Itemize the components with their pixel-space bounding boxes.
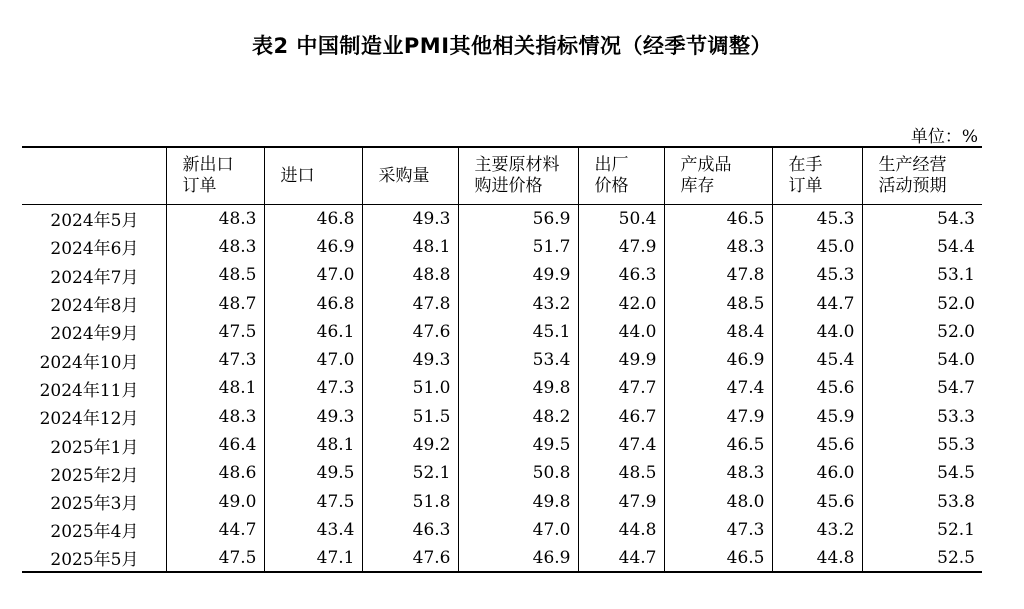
column-header	[362, 147, 458, 205]
table-cell: 46.1	[264, 318, 362, 346]
table-cell: 47.5	[166, 544, 264, 572]
table-cell: 48.3	[166, 403, 264, 431]
table-cell: 46.3	[578, 261, 664, 289]
table-cell: 46.0	[772, 459, 862, 487]
table-cell: 44.8	[578, 516, 664, 544]
table-cell: 47.9	[664, 403, 772, 431]
table-cell: 45.6	[772, 374, 862, 402]
table-cell: 46.9	[664, 346, 772, 374]
table-cell: 49.3	[264, 403, 362, 431]
table-cell: 49.3	[362, 205, 458, 233]
table-cell: 44.7	[166, 516, 264, 544]
table-cell: 45.9	[772, 403, 862, 431]
column-header-line1: 出厂	[594, 155, 629, 175]
table-cell: 49.9	[458, 261, 578, 289]
row-period-label: 2024年11月	[39, 380, 139, 401]
table-row	[22, 544, 982, 572]
row-period-label: 2025年1月	[50, 437, 139, 458]
table-cell: 53.3	[862, 403, 982, 431]
table-cell: 48.5	[166, 261, 264, 289]
column-header	[862, 147, 982, 205]
table-cell: 47.6	[362, 318, 458, 346]
table-cell: 53.4	[458, 346, 578, 374]
table-cell: 48.0	[664, 487, 772, 515]
table-cell: 47.5	[264, 487, 362, 515]
row-period-label: 2024年6月	[50, 239, 139, 260]
table-cell: 44.7	[772, 289, 862, 317]
table-cell: 50.4	[578, 205, 664, 233]
table-cell: 45.0	[772, 233, 862, 261]
table-cell: 47.0	[264, 261, 362, 289]
row-period-label: 2024年10月	[39, 352, 139, 373]
column-header	[578, 147, 664, 205]
table-cell: 48.8	[362, 261, 458, 289]
table-cell: 44.8	[772, 544, 862, 572]
table-cell: 48.3	[166, 205, 264, 233]
table-cell: 48.5	[578, 459, 664, 487]
table-cell: 55.3	[862, 431, 982, 459]
table-cell: 47.4	[664, 374, 772, 402]
column-header-line1: 生产经营	[878, 155, 947, 175]
column-header-line1: 主要原材料	[474, 155, 560, 175]
column-header-period	[22, 147, 166, 205]
row-period-label: 2024年9月	[50, 324, 139, 345]
table-cell: 46.5	[664, 431, 772, 459]
table-cell: 47.3	[664, 516, 772, 544]
table-cell: 52.1	[862, 516, 982, 544]
table-cell: 47.3	[166, 346, 264, 374]
table-row	[22, 459, 982, 487]
column-header-line1: 产成品	[680, 155, 732, 175]
table-cell: 54.7	[862, 374, 982, 402]
table-cell: 47.1	[264, 544, 362, 572]
table-cell: 45.6	[772, 431, 862, 459]
table-cell: 48.2	[458, 403, 578, 431]
table-cell: 47.4	[578, 431, 664, 459]
table-cell: 48.1	[264, 431, 362, 459]
table-cell: 56.9	[458, 205, 578, 233]
table-cell: 49.5	[264, 459, 362, 487]
table-cell: 52.0	[862, 289, 982, 317]
column-header-line2: 购进价格	[474, 176, 543, 196]
table-cell: 45.1	[458, 318, 578, 346]
table-cell: 44.7	[578, 544, 664, 572]
table-cell: 47.0	[458, 516, 578, 544]
row-period-label: 2025年2月	[50, 465, 139, 486]
table-cell: 46.3	[362, 516, 458, 544]
table-cell: 48.3	[166, 233, 264, 261]
row-period-label: 2024年7月	[50, 267, 139, 288]
table-cell: 43.2	[458, 289, 578, 317]
table-cell: 44.0	[772, 318, 862, 346]
pmi-table	[22, 146, 982, 573]
table-cell: 46.7	[578, 403, 664, 431]
table-cell: 47.6	[362, 544, 458, 572]
table-cell: 51.0	[362, 374, 458, 402]
column-header-line1: 采购量	[378, 165, 430, 186]
table-cell: 46.9	[458, 544, 578, 572]
table-cell: 45.6	[772, 487, 862, 515]
table-cell: 45.4	[772, 346, 862, 374]
table-cell: 52.0	[862, 318, 982, 346]
table-cell: 49.5	[458, 431, 578, 459]
table-cell: 48.6	[166, 459, 264, 487]
table-row	[22, 516, 982, 544]
table-row	[22, 431, 982, 459]
table-cell: 48.5	[664, 289, 772, 317]
table-cell: 44.0	[578, 318, 664, 346]
column-header	[458, 147, 578, 205]
table-cell: 47.8	[362, 289, 458, 317]
table-cell: 48.1	[362, 233, 458, 261]
table-cell: 51.5	[362, 403, 458, 431]
table-cell: 46.5	[664, 544, 772, 572]
column-header-line2: 订单	[788, 176, 823, 196]
table-cell: 49.8	[458, 374, 578, 402]
table-title: 表2 中国制造业PMI其他相关指标情况（经季节调整）	[251, 34, 773, 58]
column-header	[664, 147, 772, 205]
table-cell: 49.0	[166, 487, 264, 515]
table-header	[22, 147, 982, 205]
table-cell: 48.3	[664, 233, 772, 261]
table-cell: 54.3	[862, 205, 982, 233]
header-row	[22, 147, 982, 205]
table-cell: 50.8	[458, 459, 578, 487]
table-cell: 42.0	[578, 289, 664, 317]
table-cell: 46.4	[166, 431, 264, 459]
column-header-line2: 库存	[680, 176, 715, 196]
table-body	[22, 205, 982, 573]
table-cell: 47.0	[264, 346, 362, 374]
table-cell: 54.4	[862, 233, 982, 261]
table-cell: 51.7	[458, 233, 578, 261]
row-period-label: 2024年8月	[50, 296, 139, 317]
table-cell: 49.9	[578, 346, 664, 374]
table-row	[22, 374, 982, 402]
unit-label: 单位：%	[910, 127, 978, 147]
column-header-line1: 在手	[788, 155, 823, 175]
table-row	[22, 261, 982, 289]
table-cell: 47.5	[166, 318, 264, 346]
table-cell: 47.3	[264, 374, 362, 402]
table-row	[22, 403, 982, 431]
table-cell: 53.8	[862, 487, 982, 515]
table-cell: 45.3	[772, 261, 862, 289]
table-cell: 53.1	[862, 261, 982, 289]
table-cell: 54.0	[862, 346, 982, 374]
row-period-label: 2025年4月	[50, 522, 139, 543]
table-cell: 47.9	[578, 233, 664, 261]
table-row	[22, 346, 982, 374]
table-row	[22, 487, 982, 515]
table-cell: 43.4	[264, 516, 362, 544]
table-cell: 46.8	[264, 205, 362, 233]
table-cell: 48.1	[166, 374, 264, 402]
table-cell: 46.8	[264, 289, 362, 317]
table-cell: 48.7	[166, 289, 264, 317]
table-cell: 46.5	[664, 205, 772, 233]
row-period-label: 2024年12月	[39, 409, 139, 430]
row-period-label: 2025年3月	[50, 494, 139, 515]
table-cell: 51.8	[362, 487, 458, 515]
column-header	[772, 147, 862, 205]
table-cell: 48.4	[664, 318, 772, 346]
table-cell: 52.1	[362, 459, 458, 487]
row-period-label: 2024年5月	[50, 211, 139, 232]
table-cell: 49.8	[458, 487, 578, 515]
table-cell: 47.7	[578, 374, 664, 402]
column-header-line2: 订单	[182, 176, 217, 196]
column-header-line2: 价格	[594, 176, 629, 196]
table-row	[22, 318, 982, 346]
table-cell: 54.5	[862, 459, 982, 487]
column-header-line1: 新出口	[182, 155, 234, 175]
table-cell: 48.3	[664, 459, 772, 487]
table-row	[22, 289, 982, 317]
table-row	[22, 233, 982, 261]
table-cell: 49.3	[362, 346, 458, 374]
table-cell: 47.8	[664, 261, 772, 289]
column-header	[264, 147, 362, 205]
table-cell: 47.9	[578, 487, 664, 515]
column-header-line1: 进口	[280, 165, 315, 186]
table-row	[22, 205, 982, 233]
table-cell: 46.9	[264, 233, 362, 261]
table-cell: 49.2	[362, 431, 458, 459]
column-header	[166, 147, 264, 205]
row-period-label: 2025年5月	[50, 550, 139, 571]
column-header-line2: 活动预期	[878, 176, 947, 196]
table-cell: 43.2	[772, 516, 862, 544]
table-cell: 52.5	[862, 544, 982, 572]
table-cell: 45.3	[772, 205, 862, 233]
